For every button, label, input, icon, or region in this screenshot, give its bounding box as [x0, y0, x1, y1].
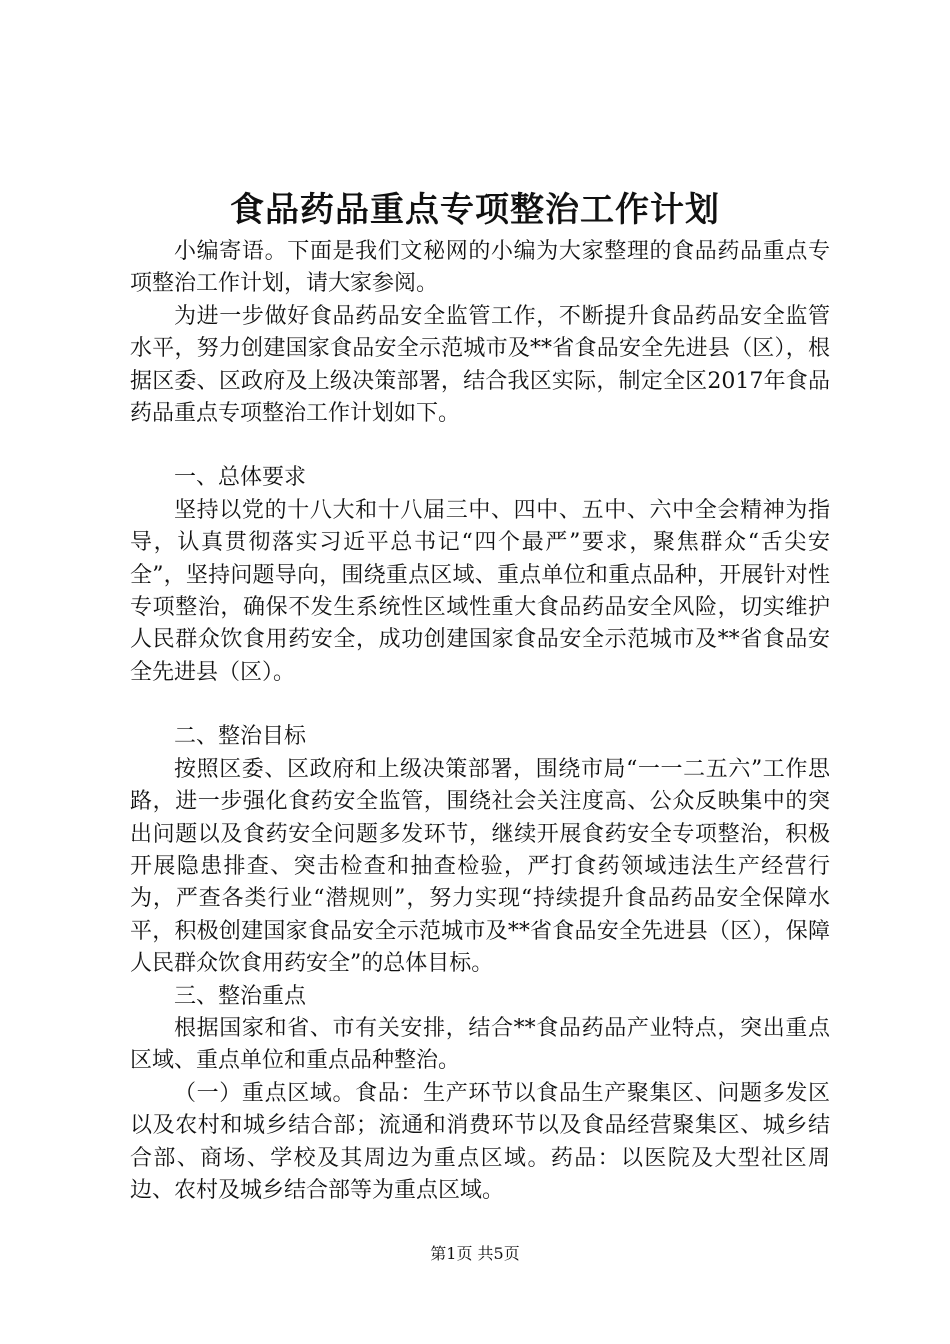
- section-1-paragraph: 坚持以党的十八大和十八届三中、四中、五中、六中全会精神为指导，认真贯彻落实习近平总书记“四个最严”要求，聚焦群众“舌尖安全”，坚持问题导向，围绕重点区域、重点单位和重点品种，开展针对性专项整治，确保不发生系统性区域性重大食品药品安全风险，切实维护人民群众饮食用药安全，成功创建国家食品安全示范城市及**省食品安全先进县（区）。: [130, 497, 830, 685]
- page-footer: 第1页 共5页: [430, 1244, 520, 1263]
- section-3-heading: 三、整治重点: [174, 983, 307, 1009]
- intro-paragraph: 小编寄语。下面是我们文秘网的小编为大家整理的食品药品重点专项整治工作计划，请大家参阅。: [130, 239, 830, 297]
- section-3-paragraph: 根据国家和省、市有关安排，结合**食品药品产业特点，突出重点区域、重点单位和重点品种整治。: [130, 1015, 830, 1074]
- preamble-paragraph: 为进一步做好食品药品安全监管工作，不断提升食品药品安全监管水平，努力创建国家食品安全示范城市及**省食品安全先进县（区），根据区委、区政府及上级决策部署，结合我区实际，制定全区2017年食品药品重点专项整治工作计划如下。: [130, 303, 830, 427]
- paragraph-gap: [130, 689, 830, 721]
- section-1-heading: 一、总体要求: [174, 465, 307, 491]
- document-body: [130, 236, 830, 1207]
- paragraph-gap: [130, 430, 830, 462]
- section-2-heading: 二、整治目标: [174, 724, 307, 750]
- section-3-item-1: （一）重点区域。食品：生产环节以食品生产聚集区、问题多发区以及农村和城乡结合部；流通和消费环节以及食品经营聚集区、城乡结合部、商场、学校及其周边为重点区域。药品：以医院及大型社区周边、农村及城乡结合部等为重点区域。: [130, 1080, 830, 1203]
- document-title: 食品药品重点专项整治工作计划: [230, 190, 720, 230]
- section-2-paragraph: 按照区委、区政府和上级决策部署，围绕市局“一一二五六”工作思路，进一步强化食药安全监管，围绕社会关注度高、公众反映集中的突出问题以及食药安全问题多发环节，继续开展食药安全专项整治，积极开展隐患排查、突击检查和抽查检验，严打食药领域违法生产经营行为，严查各类行业“潜规则”，努力实现“持续提升食品药品安全保障水平，积极创建国家食品安全示范城市及**省食品安全先进县（区），保障人民群众饮食用药安全”的总体目标。: [130, 756, 830, 977]
